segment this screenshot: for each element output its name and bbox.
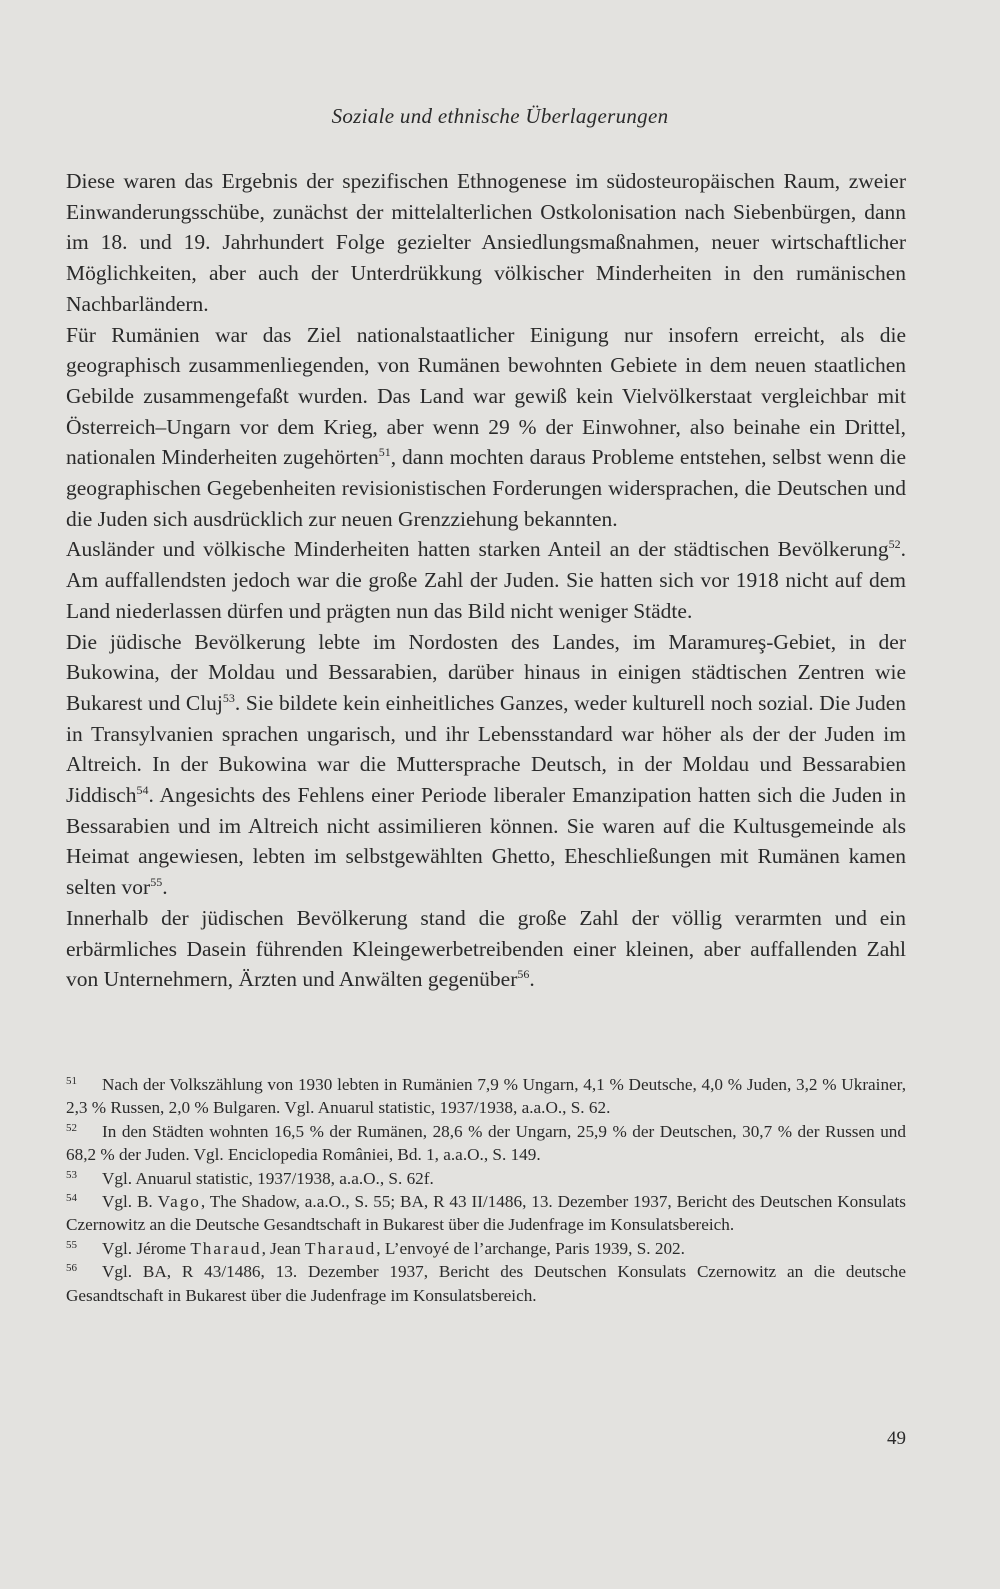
footnote-reference: 53 (222, 690, 235, 705)
footnote-reference: 55 (150, 875, 163, 890)
footnote-reference: 54 (136, 783, 149, 798)
text-run: Ausländer und völkische Minderheiten hatten starken Anteil an der städtischen Bevölkerung (66, 537, 889, 562)
body-paragraph (66, 320, 906, 535)
text-run: Die jüdische Bevölkerung lebte im Nordosten des Landes, im Maramureş-Gebiet, in der Bukowina, der Moldau und Bessarabien, darüber hinaus in einigen städtischen Zentren wie Bukarest und Cluj (66, 629, 906, 715)
footnote-reference: 51 (378, 445, 391, 460)
page-number: 49 (887, 1428, 906, 1449)
footnote: 52 In den Städten wohnten 16,5 % der Rumänen, 28,6 % der Ungarn, 25,9 % der Deutschen, 30,7 % der Russen und 68,2 % der Juden. Vgl. Enciclopedia României, Bd. 1, a.a.O., S. 149. (66, 1121, 906, 1165)
text-run: In den Städten wohnten 16,5 % der Rumänen, 28,6 % der Ungarn, 25,9 % der Deutschen, 30,7 % der Russen und 68,2 % der Juden. Vgl. Enciclopedia României, Bd. 1, a.a.O., S. 149. (66, 1121, 906, 1165)
footnote: 51 Nach der Volkszählung von 1930 lebten in Rumänien 7,9 % Ungarn, 4,1 % Deutsche, 4,0 % Juden, 3,2 % Ukrainer, 2,3 % Russen, 2,0 % Bulgaren. Vgl. Anuarul statistic, 1937/1938, a.a.O., S. 62. (66, 1075, 906, 1118)
footnotes (66, 1073, 906, 1307)
text-run: , L’envoyé de l’archange, Paris 1939, S. 202. (376, 1238, 685, 1258)
text-run: Vgl. Jérome (102, 1238, 191, 1258)
running-head: Soziale und ethnische Überlagerungen (331, 104, 669, 128)
body-paragraph (66, 534, 906, 626)
text-run: Für Rumänien war das Ziel nationalstaatlicher Einigung nur insofern erreicht, als die geographisch zusammenliegenden, von Rumänen bewohnten Gebiete in dem neuen staatlichen Gebilde zusammengefaßt wurden. Das Land war gewiß kein Vielvölkerstaat vergleichbar mit Österreich–Ungarn vor dem Krieg, aber wenn 29 % der Einwohner, also beinahe ein Drittel, nationalen Minderheiten zugehörten (66, 322, 906, 470)
text-run: , Jean (261, 1238, 306, 1258)
body-paragraph (66, 903, 906, 995)
text-run: . Angesichts des Fehlens einer Periode liberaler Emanzipation hatten sich die Juden in Bessarabien und im Altreich nicht assimilieren können. Sie waren auf die Kultusgemeinde als Heimat angewiesen, lebten im selbstgewählten Ghetto, Eheschließungen mit Rumänen kamen selten vor (66, 783, 906, 900)
footnote: 54 Vgl. B. Vago, The Shadow, a.a.O., S. 55; BA, R 43 II/1486, 13. Dezember 1937, Bericht des Deutschen Konsulats Czernowitz an die Deutsche Gesandtschaft in Bukarest über die Judenfrage im Konsulatsbereich. (66, 1192, 906, 1235)
text-run: Vgl. BA, R 43/1486, 13. Dezember 1937, Bericht des Deutschen Konsulats Czernowitz an die deutsche Gesandtschaft in Bukarest über die Judenfrage im Konsulatsbereich. (66, 1262, 906, 1305)
footnote: 53 Vgl. Anuarul statistic, 1937/1938, a.a.O., S. 62f. (66, 1168, 434, 1188)
text-run: . Am auffallendsten jedoch war die große Zahl der Juden. Sie hatten sich vor 1918 nicht auf dem Land niederlassen dürfen und prägten nun das Bild nicht weniger Städte. (66, 537, 906, 623)
footnote-reference: 52 (888, 537, 901, 552)
author-name: Tharaud (305, 1238, 377, 1258)
text-run: Vgl. Anuarul statistic, 1937/1938, a.a.O., S. 62f. (102, 1168, 434, 1188)
body-paragraph (66, 166, 906, 320)
text-run: , The Shadow, a.a.O., S. 55; BA, R 43 II/1486, 13. Dezember 1937, Bericht des Deutschen Konsulats Czernowitz an die Deutsche Gesandtschaft in Bukarest über die Judenfrage im Konsulatsbereich. (66, 1192, 906, 1235)
text-run: Diese waren das Ergebnis der spezifischen Ethnogenese im südosteuropäischen Raum, zweier Einwanderungsschübe, zunächst der mittelalterlichen Ostkolonisation nach Siebenbürgen, dann im 18. und 19. Jahrhundert Folge gezielter Ansiedlungsmaßnahmen, neuer wirtschaftlicher Möglichkeiten, aber auch der Unterdrükkung völkischer Minderheiten in den rumänischen Nachbarländern. (66, 169, 906, 316)
text-run: . Sie bildete kein einheitliches Ganzes, weder kulturell noch sozial. Die Juden in Transylvanien sprachen ungarisch, und ihr Lebensstandard war höher als der der Juden im Altreich. In der Bukowina war die Muttersprache Deutsch, in der Moldau und Bessarabien Jiddisch (66, 690, 906, 808)
text-run: . (529, 967, 535, 992)
body-paragraph (66, 627, 906, 903)
footnote: 56 Vgl. BA, R 43/1486, 13. Dezember 1937, Bericht des Deutschen Konsulats Czernowitz an die deutsche Gesandtschaft in Bukarest über die Judenfrage im Konsulatsbereich. (66, 1262, 906, 1305)
footnote: 55 Vgl. Jérome Tharaud, Jean Tharaud, L’envoyé de l’archange, Paris 1939, S. 202. (66, 1238, 685, 1258)
text-run: Innerhalb der jüdischen Bevölkerung stand die große Zahl der völlig verarmten und ein erbärmliches Dasein führenden Kleingewerbetreibenden einer kleinen, aber auffallenden Zahl von Unternehmern, Ärzten und Anwälten gegenüber (66, 905, 906, 992)
text-run: , dann mochten daraus Probleme entstehen, selbst wenn die geographischen Gegebenheiten revisionistischen Forderungen widersprachen, die Deutschen und die Juden sich ausdrücklich zur neuen Grenzziehung bekannten. (66, 445, 907, 531)
footnote-reference: 56 (517, 967, 530, 982)
text-run: Vgl. B. (102, 1192, 158, 1212)
text-run: Nach der Volkszählung von 1930 lebten in Rumänien 7,9 % Ungarn, 4,1 % Deutsche, 4,0 % Juden, 3,2 % Ukrainer, 2,3 % Russen, 2,0 % Bulgaren. Vgl. Anuarul statistic, 1937/1938, a.a.O., S. 62. (66, 1075, 906, 1118)
author-name: Vago (157, 1192, 201, 1212)
author-name: Tharaud (190, 1238, 262, 1258)
body-text (66, 166, 906, 995)
text-run: . (162, 875, 168, 900)
